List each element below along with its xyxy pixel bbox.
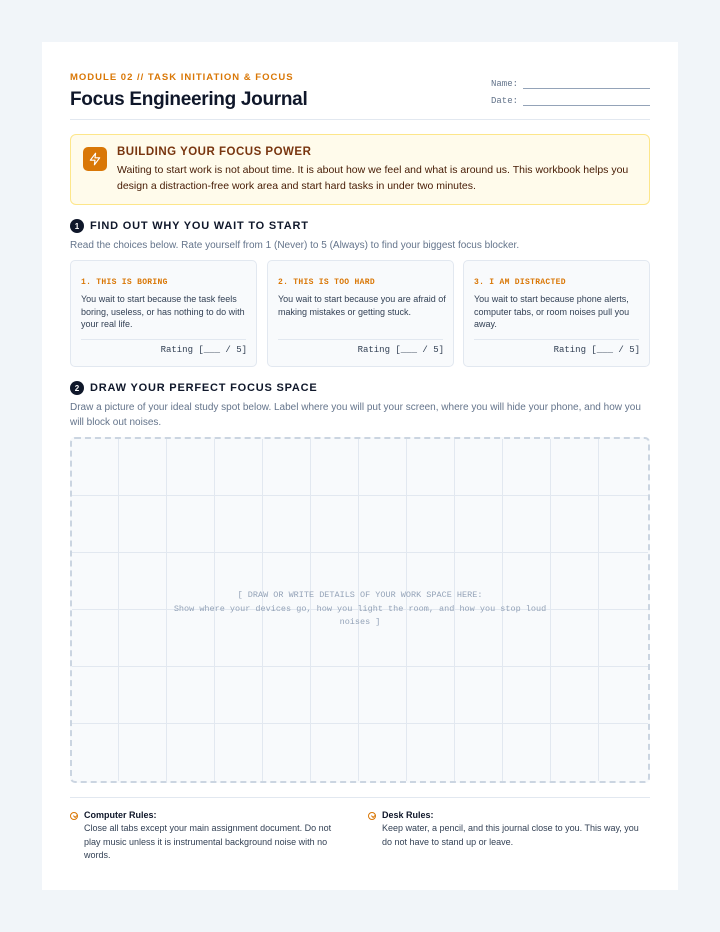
card-divider <box>81 339 246 340</box>
grid-line <box>72 552 648 553</box>
footer-divider <box>70 797 650 798</box>
check-circle-icon <box>368 812 376 820</box>
date-label: Date: <box>491 96 519 106</box>
drawing-hint-line-1: [ DRAW OR WRITE DETAILS OF YOUR WORK SPACE HERE: <box>237 590 483 600</box>
card-label: 2. THIS IS TOO HARD <box>278 278 375 287</box>
page-title: Focus Engineering Journal <box>70 89 308 110</box>
section-1-number: 1 <box>70 219 84 233</box>
blocker-card-boring <box>70 260 257 367</box>
rule-title: Computer Rules: <box>84 810 157 820</box>
card-text: You wait to start because you are afraid of making mistakes or getting stuck. <box>278 294 446 317</box>
name-line[interactable] <box>523 79 650 89</box>
rule-text: Keep water, a pencil, and this journal close to you. This way, you do not have to stand up or leave. <box>382 823 639 847</box>
grid-line <box>72 666 648 667</box>
section-2-heading <box>70 381 318 395</box>
rating-field[interactable]: Rating [___ / 5] <box>160 345 247 355</box>
name-field[interactable] <box>491 72 650 89</box>
card-label: 3. I AM DISTRACTED <box>474 278 566 287</box>
callout-title: BUILDING YOUR FOCUS POWER <box>117 146 312 158</box>
card-divider <box>474 339 639 340</box>
blocker-card-too-hard <box>267 260 454 367</box>
rule-text: Close all tabs except your main assignment document. Do not play music unless it is instrumental background noise with no words. <box>84 823 332 860</box>
rating-field[interactable]: Rating [___ / 5] <box>553 345 640 355</box>
card-text: You wait to start because the task feels boring, useless, or has nothing to do with your real life. <box>81 294 245 329</box>
section-2-description: Draw a picture of your ideal study spot below. Label where you will put your screen, where you will hide your phone, and how you will block out noises. <box>70 402 641 428</box>
grid-line <box>72 495 648 496</box>
name-date-fields <box>491 72 650 106</box>
worksheet-page <box>42 42 678 890</box>
drawing-area[interactable] <box>70 437 650 783</box>
blocker-card-distracted <box>463 260 650 367</box>
grid-line <box>118 439 119 781</box>
card-text: You wait to start because phone alerts, computer tabs, or room noises pull you away. <box>474 294 630 329</box>
date-field[interactable] <box>491 89 650 106</box>
grid-line <box>550 439 551 781</box>
section-1-title: FIND OUT WHY YOU WAIT TO START <box>90 220 309 232</box>
drawing-hint-line-2: Show where your devices go, how you light the room, and how you stop loud noises ] <box>173 603 547 627</box>
drawing-hint <box>172 589 548 630</box>
date-line[interactable] <box>523 96 650 106</box>
rating-field[interactable]: Rating [___ / 5] <box>357 345 444 355</box>
section-2-title: DRAW YOUR PERFECT FOCUS SPACE <box>90 382 318 394</box>
focus-callout <box>70 134 650 205</box>
blocker-cards <box>70 260 650 367</box>
section-2-number: 2 <box>70 381 84 395</box>
callout-text: Waiting to start work is not about time. It is about how we feel and what is around us. This workbook helps you design a distraction-free work area and start hard tasks in under two minutes. <box>117 164 629 192</box>
header-divider <box>70 119 650 120</box>
page-header <box>70 72 650 120</box>
grid-line <box>598 439 599 781</box>
section-1-heading <box>70 219 309 233</box>
grid-line <box>72 723 648 724</box>
name-label: Name: <box>491 79 519 89</box>
section-1-description: Read the choices below. Rate yourself from 1 (Never) to 5 (Always) to find your biggest focus blocker. <box>70 240 520 251</box>
rule-title: Desk Rules: <box>382 810 434 820</box>
check-circle-icon <box>70 812 78 820</box>
grid-line <box>166 439 167 781</box>
card-divider <box>278 339 443 340</box>
card-label: 1. THIS IS BORING <box>81 278 168 287</box>
lightning-icon <box>83 147 107 171</box>
module-label: MODULE 02 // TASK INITIATION & FOCUS <box>70 72 294 83</box>
